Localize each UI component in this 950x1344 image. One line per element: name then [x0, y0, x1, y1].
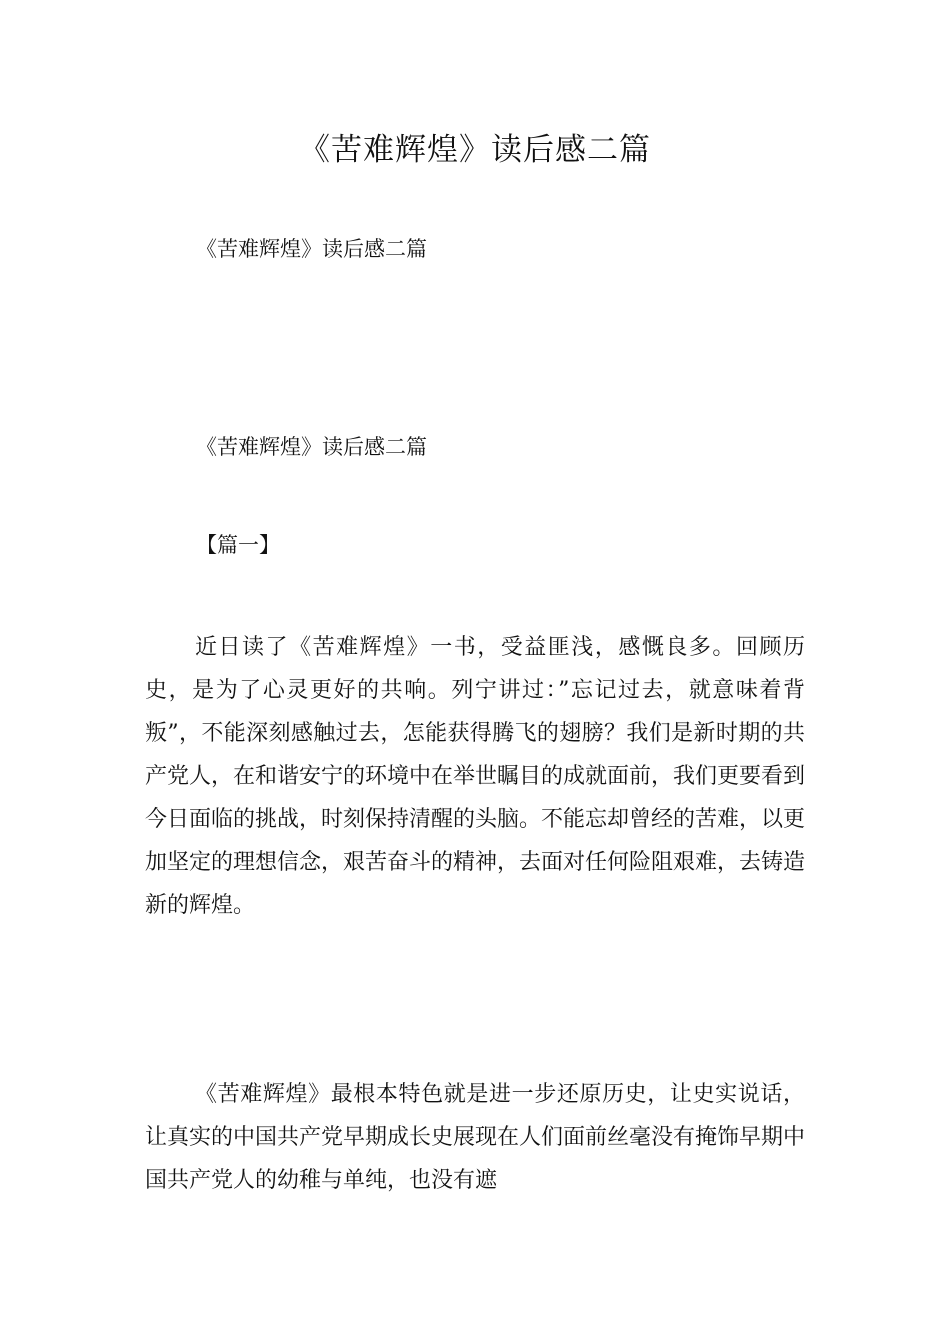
document-title: 《苦难辉煌》读后感二篇 — [299, 132, 651, 168]
document-subtitle-2: 《苦难辉煌》读后感二篇 — [196, 435, 427, 459]
body-paragraph-1: 近日读了《苦难辉煌》一书，受益匪浅，感慨良多。回顾历史，是为了心灵更好的共响。列宁讲过：”忘记过去，就意味着背叛”，不能深刻感触过去，怎能获得腾飞的翅膀？我们是新时期的共产党人，在和谐安宁的环境中在举世瞩目的成就面前，我们更要看到今日面临的挑战，时刻保持清醒的头脑。不能忘却曾经的苦难，以更加坚定的理想信念，艰苦奋斗的精神，去面对任何险阻艰难，去铸造新的辉煌。 — [145, 635, 806, 918]
document-subtitle-1: 《苦难辉煌》读后感二篇 — [196, 237, 427, 261]
body-paragraph-2: 《苦难辉煌》最根本特色就是进一步还原历史，让史实说话，让真实的中国共产党早期成长史展现在人们面前丝毫没有掩饰早期中国共产党人的幼稚与单纯，也没有遮 — [145, 1082, 806, 1193]
section-label: 【篇一】 — [196, 533, 280, 557]
